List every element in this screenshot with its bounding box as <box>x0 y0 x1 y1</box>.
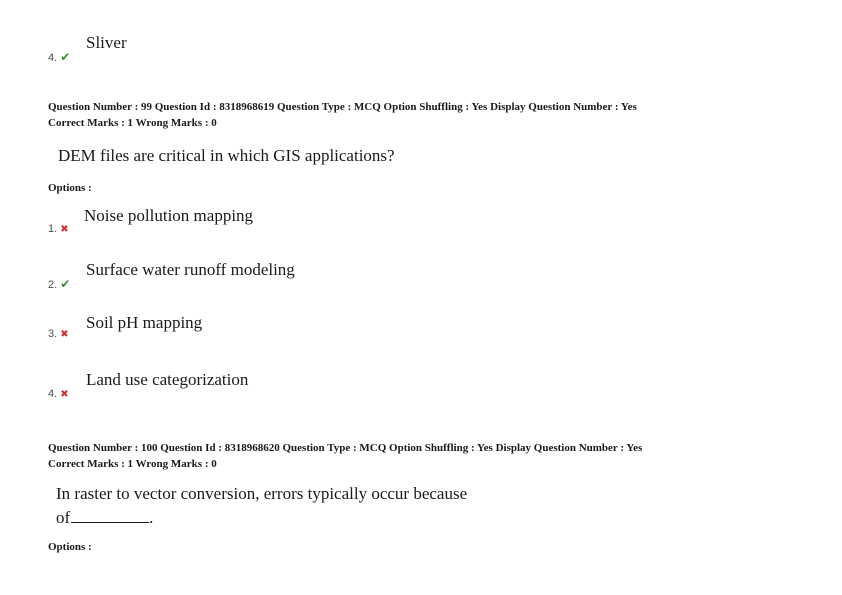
q99-option-4-text: Land use categorization <box>86 370 249 389</box>
q100-options-label: Options : <box>48 541 92 553</box>
q100-meta-line2: Correct Marks : 1 Wrong Marks : 0 <box>48 458 217 470</box>
q99-option-1-text: Noise pollution mapping <box>84 206 254 225</box>
q99-option-3-text: Soil pH mapping <box>86 313 203 332</box>
question-text-fragment: of <box>56 508 71 527</box>
q99-meta-line2: Correct Marks : 1 Wrong Marks : 0 <box>48 117 217 129</box>
q100-question-line2 <box>56 508 153 528</box>
q99-option-3-number <box>48 328 69 340</box>
option-number: 2. <box>48 279 58 291</box>
q100-meta-line1: Question Number : 100 Question Id : 8318968620 Question Type : MCQ Option Shuffling : Yes Display Question Number : Yes <box>48 442 643 454</box>
option-number: 3. <box>48 328 58 340</box>
option-number: 4. <box>48 52 58 64</box>
q99-option-1-number <box>48 223 69 235</box>
question-text-fragment: . <box>149 508 154 527</box>
option-number: 4. <box>48 388 58 400</box>
answer-blank <box>71 508 149 523</box>
q99-option-2-text: Surface water runoff modeling <box>86 260 295 279</box>
option-number: 1. <box>48 223 58 235</box>
cross-icon: ✖ <box>60 329 69 340</box>
check-icon: ✔ <box>60 277 71 291</box>
prev-option-4-text: Sliver <box>86 33 127 52</box>
cross-icon: ✖ <box>60 224 69 235</box>
q99-option-2-number <box>48 277 70 291</box>
check-icon: ✔ <box>60 50 71 64</box>
q99-options-label: Options : <box>48 182 92 194</box>
q99-question-text: DEM files are critical in which GIS applications? <box>58 146 395 165</box>
q100-question-line1: In raster to vector conversion, errors typically occur because <box>56 484 468 503</box>
q99-meta-line1: Question Number : 99 Question Id : 8318968619 Question Type : MCQ Option Shuffling : Yes Display Question Number : Yes <box>48 101 637 113</box>
q99-option-4-number <box>48 388 69 400</box>
cross-icon: ✖ <box>60 389 69 400</box>
prev-option-4-number <box>48 50 70 64</box>
